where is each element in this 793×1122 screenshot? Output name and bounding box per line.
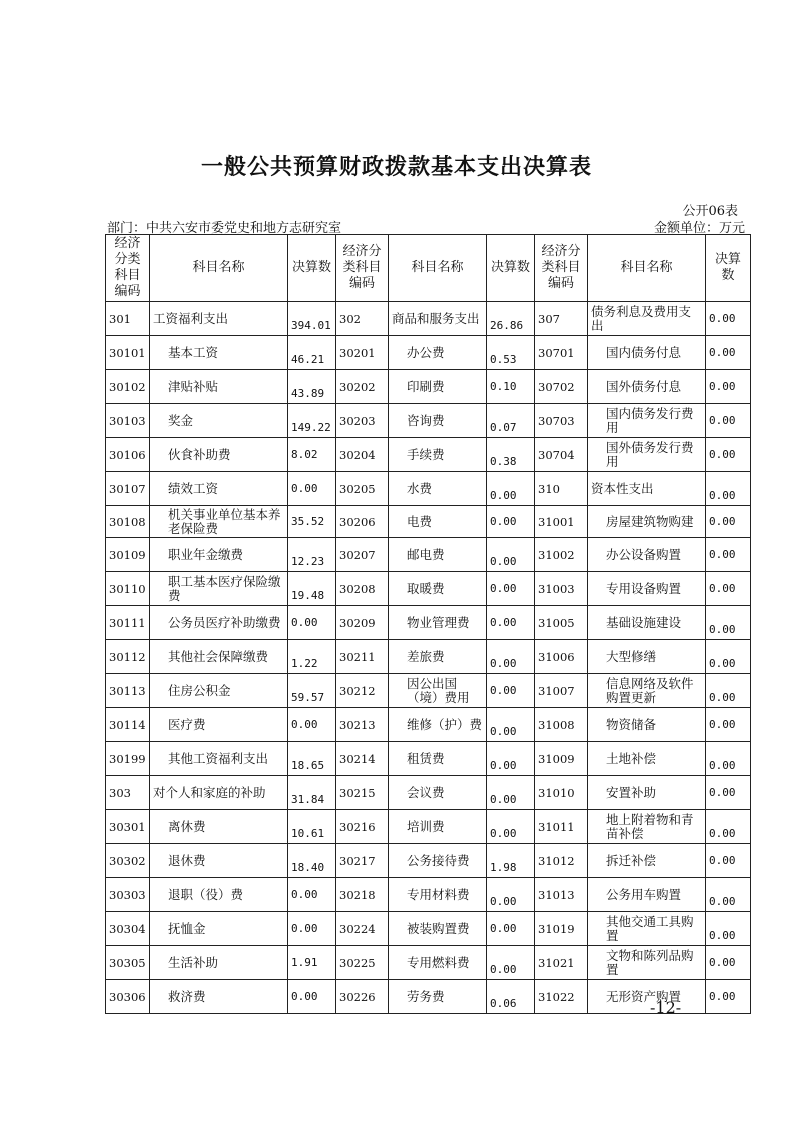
header-row [106,235,751,302]
amount-cell: 0.00 [706,674,751,708]
item-name-cell: 物业管理费 [389,606,487,640]
item-name-cell: 专用材料费 [389,878,487,912]
amount-cell: 35.52 [288,506,336,538]
economic-code-cell: 30702 [535,370,588,404]
economic-code-cell: 31002 [535,538,588,572]
item-name-cell: 工资福利支出 [150,302,288,336]
amount-cell: 19.48 [288,572,336,606]
table-row [106,302,751,336]
table-row [106,370,751,404]
item-name-cell: 其他社会保障缴费 [150,640,288,674]
amount-cell: 0.00 [706,946,751,980]
item-name-cell: 离休费 [150,810,288,844]
amount-cell: 394.01 [288,302,336,336]
header-code: 经济分类科目编码 [106,235,150,302]
amount-cell: 0.00 [487,572,535,606]
amount-cell: 0.00 [288,708,336,742]
item-name-cell: 手续费 [389,438,487,472]
economic-code-cell: 31003 [535,572,588,606]
economic-code-cell: 30224 [336,912,389,946]
table-row [106,776,751,810]
economic-code-cell: 30207 [336,538,389,572]
economic-code-cell: 31012 [535,844,588,878]
amount-cell: 0.00 [706,302,751,336]
item-name-cell: 安置补助 [588,776,706,810]
table-row [106,878,751,912]
economic-code-cell: 30112 [106,640,150,674]
item-name-cell: 专用燃料费 [389,946,487,980]
item-name-cell: 咨询费 [389,404,487,438]
header-name: 科目名称 [588,235,706,302]
table-row [106,844,751,878]
amount-cell: 0.00 [706,742,751,776]
item-name-cell: 水费 [389,472,487,506]
item-name-cell: 伙食补助费 [150,438,288,472]
item-name-cell: 无形资产购置 [588,980,706,1014]
item-name-cell: 津贴补贴 [150,370,288,404]
item-name-cell: 文物和陈列品购置 [588,946,706,980]
economic-code-cell: 30218 [336,878,389,912]
amount-cell: 26.86 [487,302,535,336]
economic-code-cell: 30106 [106,438,150,472]
economic-code-cell: 30205 [336,472,389,506]
table-row [106,946,751,980]
amount-cell: 0.00 [706,404,751,438]
amount-cell: 0.06 [487,980,535,1014]
economic-code-cell: 31011 [535,810,588,844]
amount-cell: 1.91 [288,946,336,980]
economic-code-cell: 30204 [336,438,389,472]
economic-code-cell: 31013 [535,878,588,912]
economic-code-cell: 30306 [106,980,150,1014]
item-name-cell: 职业年金缴费 [150,538,288,572]
economic-code-cell: 30203 [336,404,389,438]
table-row [106,810,751,844]
economic-code-cell: 30109 [106,538,150,572]
table-row [106,336,751,370]
economic-code-cell: 30107 [106,472,150,506]
economic-code-cell: 30216 [336,810,389,844]
economic-code-cell: 30201 [336,336,389,370]
amount-cell: 31.84 [288,776,336,810]
economic-code-cell: 31010 [535,776,588,810]
amount-cell: 0.00 [706,844,751,878]
economic-code-cell: 30301 [106,810,150,844]
amount-cell: 0.00 [706,878,751,912]
amount-cell: 0.00 [487,912,535,946]
economic-code-cell: 30217 [336,844,389,878]
amount-cell: 0.10 [487,370,535,404]
item-name-cell: 国内债务付息 [588,336,706,370]
table-row [106,572,751,606]
item-name-cell: 公务用车购置 [588,878,706,912]
economic-code-cell: 30303 [106,878,150,912]
expenditure-table [105,234,751,1014]
item-name-cell: 职工基本医疗保险缴费 [150,572,288,606]
table-row [106,674,751,708]
economic-code-cell: 30302 [106,844,150,878]
amount-cell: 0.00 [706,438,751,472]
item-name-cell: 退休费 [150,844,288,878]
item-name-cell: 信息网络及软件购置更新 [588,674,706,708]
item-name-cell: 差旅费 [389,640,487,674]
economic-code-cell: 30304 [106,912,150,946]
item-name-cell: 国外债务付息 [588,370,706,404]
item-name-cell: 培训费 [389,810,487,844]
table-row [106,912,751,946]
economic-code-cell: 30102 [106,370,150,404]
amount-cell: 0.00 [706,506,751,538]
amount-cell: 0.00 [706,606,751,640]
economic-code-cell: 31009 [535,742,588,776]
amount-cell: 1.22 [288,640,336,674]
item-name-cell: 办公设备购置 [588,538,706,572]
item-name-cell: 对个人和家庭的补助 [150,776,288,810]
economic-code-cell: 30108 [106,506,150,538]
economic-code-cell: 31005 [535,606,588,640]
amount-cell: 0.00 [487,810,535,844]
item-name-cell: 专用设备购置 [588,572,706,606]
item-name-cell: 基本工资 [150,336,288,370]
table-row [106,472,751,506]
item-name-cell: 租赁费 [389,742,487,776]
table-body [106,302,751,1014]
amount-cell: 8.02 [288,438,336,472]
economic-code-cell: 303 [106,776,150,810]
amount-cell: 0.00 [706,538,751,572]
header-amount: 决算数 [288,235,336,302]
department-label: 部门：中共六安市委党史和地方志研究室 [107,221,342,236]
amount-cell: 0.00 [706,980,751,1014]
item-name-cell: 会议费 [389,776,487,810]
item-name-cell: 退职（役）费 [150,878,288,912]
header-code: 经济分类科目编码 [336,235,389,302]
economic-code-cell: 30703 [535,404,588,438]
amount-cell: 0.00 [487,506,535,538]
economic-code-cell: 30704 [535,438,588,472]
item-name-cell: 奖金 [150,404,288,438]
item-name-cell: 印刷费 [389,370,487,404]
item-name-cell: 债务利息及费用支出 [588,302,706,336]
table-row [106,606,751,640]
economic-code-cell: 31008 [535,708,588,742]
economic-code-cell: 30103 [106,404,150,438]
item-name-cell: 劳务费 [389,980,487,1014]
item-name-cell: 国外债务发行费用 [588,438,706,472]
amount-cell: 0.00 [706,810,751,844]
item-name-cell: 房屋建筑物购建 [588,506,706,538]
economic-code-cell: 30114 [106,708,150,742]
amount-cell: 0.00 [706,708,751,742]
table-row [106,506,751,538]
amount-cell: 43.89 [288,370,336,404]
table-row [106,538,751,572]
table-row [106,404,751,438]
amount-cell: 0.00 [288,606,336,640]
header-amount: 决算数 [487,235,535,302]
economic-code-cell: 31001 [535,506,588,538]
amount-cell: 0.38 [487,438,535,472]
amount-cell: 0.00 [706,640,751,674]
economic-code-cell: 30213 [336,708,389,742]
amount-cell: 18.40 [288,844,336,878]
form-code: 公开06表 [682,204,738,219]
economic-code-cell: 30211 [336,640,389,674]
item-name-cell: 办公费 [389,336,487,370]
amount-cell: 0.00 [706,336,751,370]
item-name-cell: 被装购置费 [389,912,487,946]
item-name-cell: 地上附着物和青苗补偿 [588,810,706,844]
economic-code-cell: 31006 [535,640,588,674]
amount-cell: 0.00 [487,878,535,912]
amount-cell: 0.00 [487,742,535,776]
amount-cell: 0.00 [487,708,535,742]
economic-code-cell: 31007 [535,674,588,708]
item-name-cell: 国内债务发行费用 [588,404,706,438]
amount-cell: 59.57 [288,674,336,708]
item-name-cell: 商品和服务支出 [389,302,487,336]
header-name: 科目名称 [389,235,487,302]
economic-code-cell: 30101 [106,336,150,370]
item-name-cell: 公务员医疗补助缴费 [150,606,288,640]
amount-cell: 0.00 [487,674,535,708]
economic-code-cell: 31019 [535,912,588,946]
amount-cell: 0.00 [706,370,751,404]
amount-cell: 10.61 [288,810,336,844]
amount-cell: 46.21 [288,336,336,370]
item-name-cell: 住房公积金 [150,674,288,708]
economic-code-cell: 310 [535,472,588,506]
page-number: -12- [650,998,682,1017]
amount-cell: 0.53 [487,336,535,370]
item-name-cell: 电费 [389,506,487,538]
item-name-cell: 因公出国（境）费用 [389,674,487,708]
item-name-cell: 机关事业单位基本养老保险费 [150,506,288,538]
header-code: 经济分类科目编码 [535,235,588,302]
amount-cell: 0.00 [487,472,535,506]
amount-cell: 0.00 [288,878,336,912]
amount-cell: 149.22 [288,404,336,438]
item-name-cell: 维修（护）费 [389,708,487,742]
amount-cell: 0.00 [706,912,751,946]
item-name-cell: 其他交通工具购置 [588,912,706,946]
table-row [106,640,751,674]
economic-code-cell: 31021 [535,946,588,980]
item-name-cell: 邮电费 [389,538,487,572]
economic-code-cell: 30113 [106,674,150,708]
amount-cell: 0.00 [706,572,751,606]
economic-code-cell: 30206 [336,506,389,538]
economic-code-cell: 30215 [336,776,389,810]
page-title: 一般公共预算财政拨款基本支出决算表 [200,154,592,180]
item-name-cell: 拆迁补偿 [588,844,706,878]
item-name-cell: 物资储备 [588,708,706,742]
economic-code-cell: 30212 [336,674,389,708]
amount-cell: 0.00 [706,776,751,810]
economic-code-cell: 30202 [336,370,389,404]
amount-cell: 0.00 [487,946,535,980]
item-name-cell: 绩效工资 [150,472,288,506]
economic-code-cell: 301 [106,302,150,336]
item-name-cell: 公务接待费 [389,844,487,878]
amount-cell: 18.65 [288,742,336,776]
item-name-cell: 土地补偿 [588,742,706,776]
amount-cell: 0.00 [487,538,535,572]
amount-cell: 0.00 [706,472,751,506]
economic-code-cell: 31022 [535,980,588,1014]
table-row [106,438,751,472]
economic-code-cell: 30208 [336,572,389,606]
amount-cell: 0.00 [288,980,336,1014]
item-name-cell: 资本性支出 [588,472,706,506]
header-amount: 决算数 [706,235,751,302]
economic-code-cell: 30110 [106,572,150,606]
item-name-cell: 其他工资福利支出 [150,742,288,776]
table-row [106,742,751,776]
economic-code-cell: 307 [535,302,588,336]
economic-code-cell: 30701 [535,336,588,370]
unit-label: 金额单位：万元 [653,221,745,236]
item-name-cell: 医疗费 [150,708,288,742]
table-row [106,708,751,742]
item-name-cell: 基础设施建设 [588,606,706,640]
amount-cell: 0.00 [487,640,535,674]
economic-code-cell: 30111 [106,606,150,640]
item-name-cell: 取暖费 [389,572,487,606]
amount-cell: 0.07 [487,404,535,438]
amount-cell: 0.00 [288,912,336,946]
amount-cell: 0.00 [487,606,535,640]
economic-code-cell: 30214 [336,742,389,776]
economic-code-cell: 30226 [336,980,389,1014]
economic-code-cell: 30209 [336,606,389,640]
amount-cell: 12.23 [288,538,336,572]
economic-code-cell: 30199 [106,742,150,776]
economic-code-cell: 302 [336,302,389,336]
economic-code-cell: 30225 [336,946,389,980]
item-name-cell: 生活补助 [150,946,288,980]
header-name: 科目名称 [150,235,288,302]
item-name-cell: 救济费 [150,980,288,1014]
amount-cell: 1.98 [487,844,535,878]
item-name-cell: 大型修缮 [588,640,706,674]
economic-code-cell: 30305 [106,946,150,980]
item-name-cell: 抚恤金 [150,912,288,946]
amount-cell: 0.00 [487,776,535,810]
amount-cell: 0.00 [288,472,336,506]
